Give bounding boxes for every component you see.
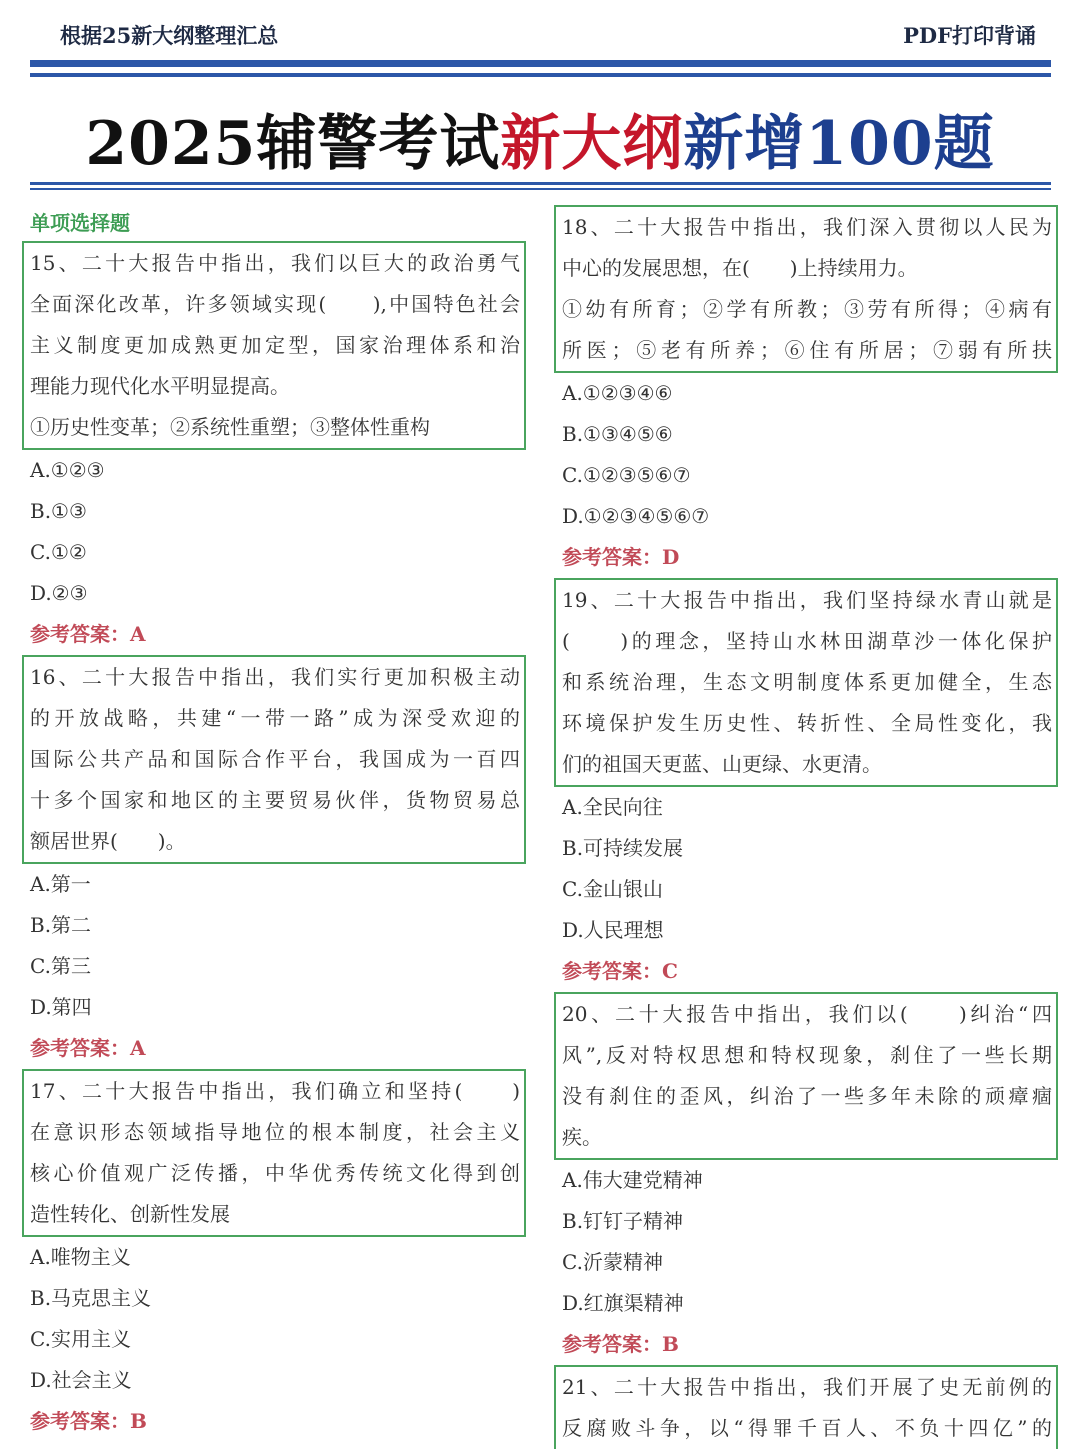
question-box [554,578,1058,787]
answer-value: A [130,1036,146,1060]
answer-label: 参考答案： [30,622,130,646]
option-d: D.人民理想 [562,918,664,942]
question-line: ①历史性变革；②系统性重塑；③整体性重构 [30,415,430,439]
option-d: D.社会主义 [30,1368,132,1392]
option-c: C.实用主义 [30,1327,131,1351]
page-title [0,96,1080,182]
question-line: 在意识形态领域指导地位的根本制度，社会主义 [30,1120,520,1144]
answer-label: 参考答案： [30,1409,130,1433]
question-line: 的开放战略，共建“一带一路”成为深受欢迎的 [30,706,520,730]
answer-line [554,951,1058,992]
question-line: 17、二十大报告中指出，我们确立和坚持( ) [30,1079,520,1103]
question-line: 16、二十大报告中指出，我们实行更加积极主动 [30,665,520,689]
option-a: A.唯物主义 [30,1245,131,1269]
option-b: B.钉钉子精神 [562,1209,684,1233]
option-b: B.第二 [30,913,92,937]
answer-label: 参考答案： [562,1332,662,1356]
question-line: 全面深化改革，许多领域实现( ),中国特色社会 [30,292,520,316]
answer-value: B [662,1332,679,1356]
option-c: C.①② [30,540,87,564]
answer-line [554,537,1058,578]
question-line: 主义制度更加成熟更加定型，国家治理体系和治 [30,333,520,357]
option-b: B.马克思主义 [30,1286,152,1310]
page-title-part-2: 新大纲 [500,109,684,179]
question-21 [554,1365,1058,1449]
question-line: 19、二十大报告中指出，我们坚持绿水青山就是 [562,588,1052,612]
header-rule-top [30,60,1051,67]
option-a: A.第一 [30,872,91,896]
question-line: 们的祖国天更蓝、山更绿、水更清。 [562,752,882,776]
question-line: 理能力现代化水平明显提高。 [30,374,290,398]
question-15 [22,241,526,655]
answer-value: A [130,622,146,646]
option-c: C.①②③⑤⑥⑦ [562,463,691,487]
title-rule-lower [30,188,1051,190]
question-17 [22,1069,526,1442]
answer-line [554,1324,1058,1365]
header-pdf-label: PDF打印背诵 [903,23,1036,48]
answer-label: 参考答案： [562,545,662,569]
question-19 [554,578,1058,992]
question-line: ( )的理念，坚持山水林田湖草沙一体化保护 [562,629,1052,653]
answer-value: D [662,545,680,569]
option-a: A.全民向往 [562,795,663,819]
option-b: B.①③④⑤⑥ [562,422,673,446]
answer-line [22,1401,526,1442]
header-source-label: 根据25新大纲整理汇总 [60,23,279,48]
option-c: C.第三 [30,954,91,978]
question-line: 所医；⑤老有所养；⑥住有所居；⑦弱有所扶 [562,338,1052,362]
question-line: 核心价值观广泛传播，中华优秀传统文化得到创 [30,1161,520,1185]
question-line: ①幼有所育；②学有所教；③劳有所得；④病有 [562,297,1052,321]
question-16 [22,655,526,1069]
page-title-part-1: 2025辅警考试 [85,109,501,179]
header-rule-top-thin [30,73,1051,77]
option-d: D.②③ [30,581,88,605]
answer-line [22,614,526,655]
question-line: 环境保护发生历史性、转折性、全局性变化，我 [562,711,1052,735]
question-line: 造性转化、创新性发展 [30,1202,230,1226]
question-line: 十多个国家和地区的主要贸易伙伴，货物贸易总 [30,788,520,812]
right-column [554,205,1058,1449]
answer-value: C [662,959,678,983]
question-line: 国际公共产品和国际合作平台，我国成为一百四 [30,747,520,771]
question-line: 18、二十大报告中指出，我们深入贯彻以人民为 [562,215,1052,239]
page-title-part-3: 新增100题 [683,109,995,179]
question-box [554,992,1058,1160]
answer-label: 参考答案： [30,1036,130,1060]
option-a: A.伟大建党精神 [562,1168,703,1192]
question-line: 20、二十大报告中指出，我们以( )纠治“四 [562,1002,1052,1026]
question-box [22,655,526,864]
question-line: 21、二十大报告中指出，我们开展了史无前例的 [562,1375,1052,1399]
option-c: C.沂蒙精神 [562,1250,663,1274]
question-box [554,1365,1058,1449]
answer-line [22,1028,526,1069]
option-c: C.金山银山 [562,877,663,901]
option-d: D.①②③④⑤⑥⑦ [562,504,710,528]
question-line: 风”,反对特权思想和特权现象，刹住了一些长期 [562,1043,1052,1067]
question-box [22,1069,526,1237]
question-line: 疾。 [562,1125,602,1149]
left-column [22,205,526,1442]
section-title: 单项选择题 [30,211,130,235]
answer-value: B [130,1409,147,1433]
option-d: D.红旗渠精神 [562,1291,684,1315]
title-rule-upper [30,182,1051,185]
option-b: B.可持续发展 [562,836,684,860]
option-b: B.①③ [30,499,87,523]
answer-label: 参考答案： [562,959,662,983]
option-a: A.①②③ [30,458,105,482]
question-box [554,205,1058,373]
question-box [22,241,526,450]
option-d: D.第四 [30,995,92,1019]
question-line: 额居世界( )。 [30,829,186,853]
question-line: 反腐败斗争，以“得罪千百人、不负十四亿”的 [562,1416,1052,1440]
question-line: 中心的发展思想，在( )上持续用力。 [562,256,918,280]
question-18 [554,205,1058,578]
question-line: 15、二十大报告中指出，我们以巨大的政治勇气 [30,251,520,275]
question-20 [554,992,1058,1365]
option-a: A.①②③④⑥ [562,381,673,405]
question-line: 和系统治理，生态文明制度体系更加健全，生态 [562,670,1052,694]
question-line: 没有刹住的歪风，纠治了一些多年未除的顽瘴痼 [562,1084,1052,1108]
